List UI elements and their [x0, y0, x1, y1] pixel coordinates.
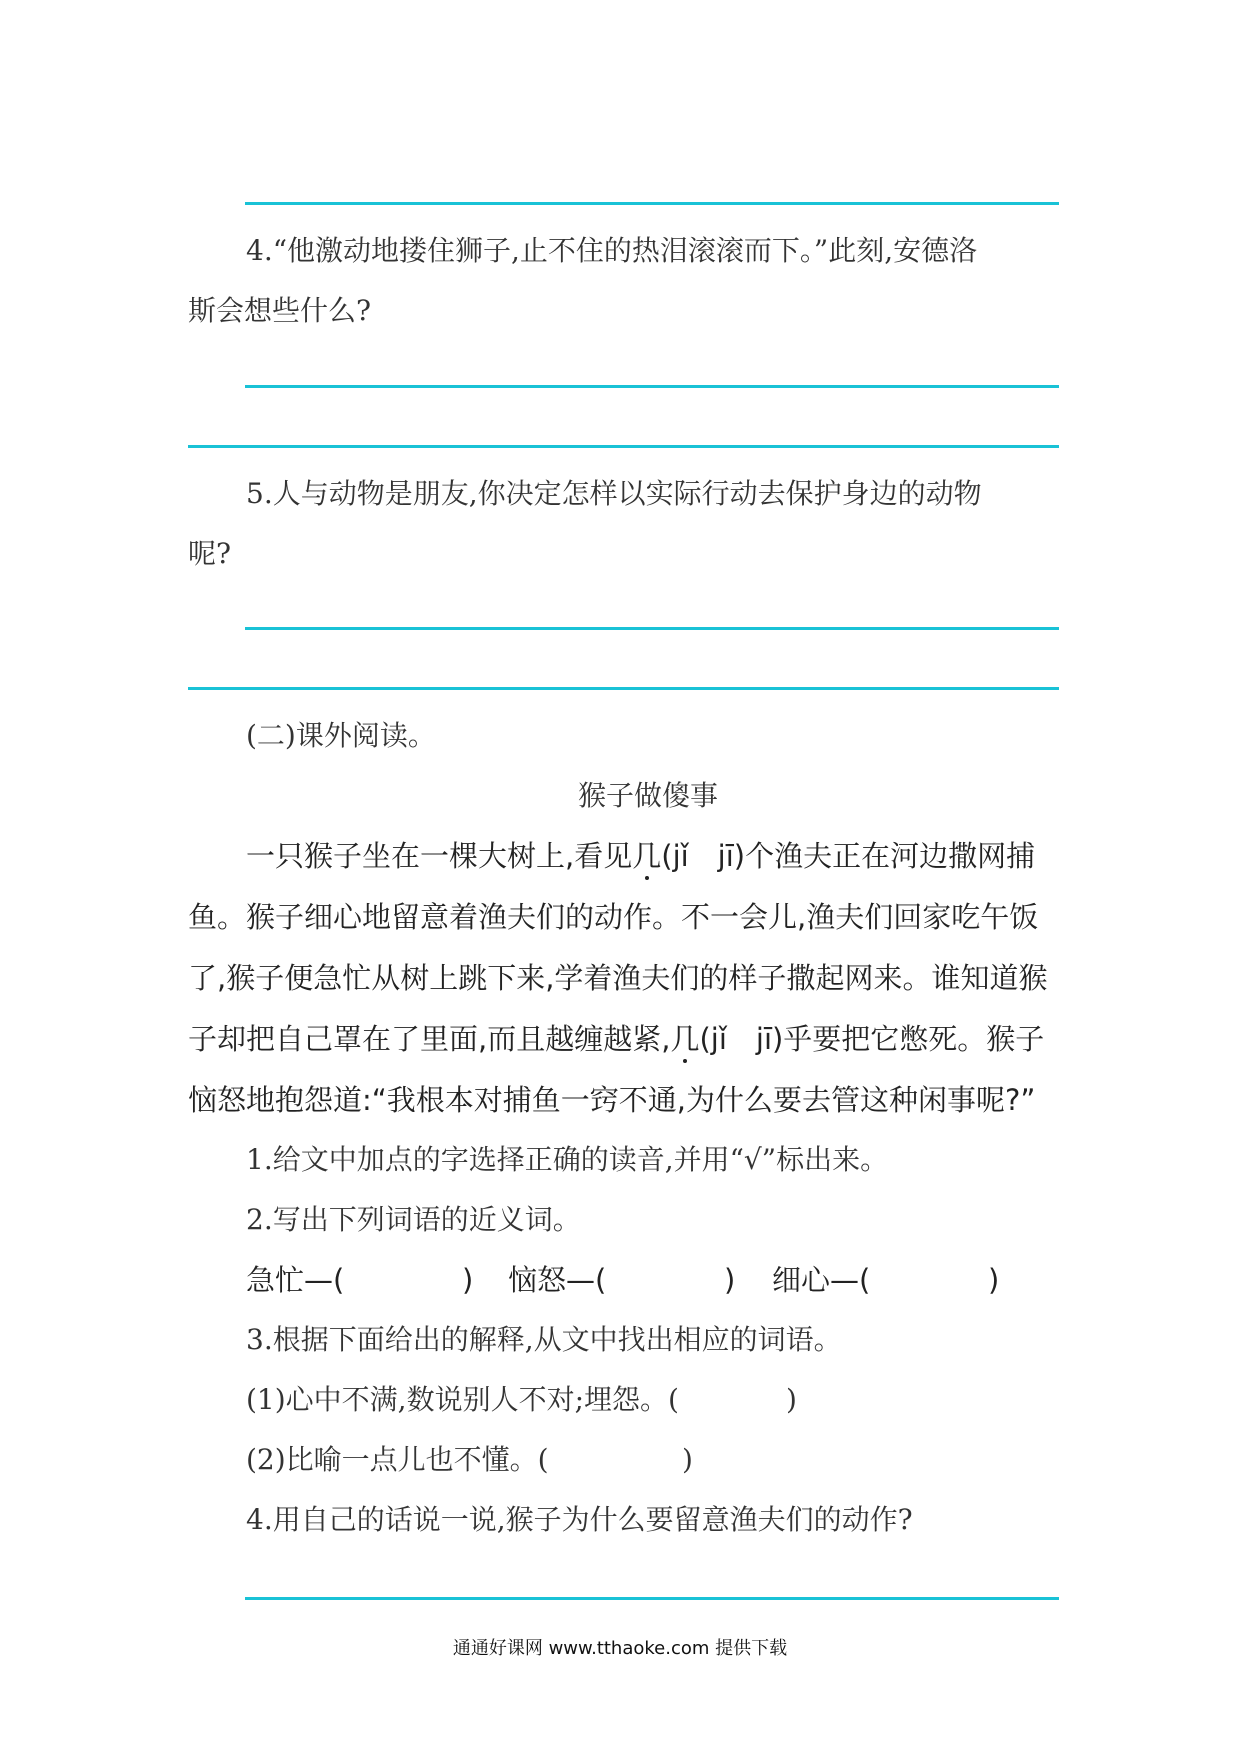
reading-question-3: 3.根据下面给出的解释,从文中找出相应的词语。	[246, 1323, 842, 1356]
answer-line[interactable]	[245, 1597, 1059, 1600]
question-3-item-1: (1)心中不满,数说别人不对;埋怨。(	[246, 1383, 679, 1416]
passage-line-4	[188, 1021, 1044, 1057]
passage-line-1	[246, 838, 1035, 874]
synonym-item-1: 急忙—(	[246, 1263, 345, 1297]
answer-line[interactable]	[188, 687, 1059, 690]
synonym-item-1-close[interactable]: )	[462, 1263, 474, 1297]
answer-line[interactable]	[188, 445, 1059, 448]
footer-credit: 通通好课网 www.tthaoke.com 提供下载	[452, 1638, 788, 1659]
reading-question-1: 1.给文中加点的字选择正确的读音,并用“√”标出来。	[246, 1143, 889, 1176]
dotted-character: 几	[632, 839, 662, 873]
question-3-item-2: (2)比喻一点儿也不懂。(	[246, 1443, 549, 1476]
passage-line-5: 恼怒地抱怨道:“我根本对捕鱼一窍不通,为什么要去管这种闲事呢?”	[188, 1083, 1036, 1117]
reading-question-4: 4.用自己的话说一说,猴子为什么要留意渔夫们的动作?	[246, 1503, 913, 1536]
passage-title: 猴子做傻事	[578, 779, 719, 812]
passage-line-3: 了,猴子便急忙从树上跳下来,学着渔夫们的样子撒起网来。谁知道猴	[188, 961, 1048, 995]
question-3-item-1-close[interactable]: )	[786, 1383, 797, 1416]
pinyin-choice: (jǐ jī)乎要把它憋死。猴子	[699, 1022, 1045, 1056]
question-3-item-2-close[interactable]: )	[682, 1443, 693, 1476]
reading-question-2: 2.写出下列词语的近义词。	[246, 1203, 581, 1236]
dotted-character: 几	[670, 1022, 700, 1056]
passage-text: 一只猴子坐在一棵大树上,看见	[246, 839, 633, 873]
answer-line[interactable]	[245, 627, 1059, 630]
synonym-item-3-close[interactable]: )	[988, 1263, 1000, 1297]
synonym-item-2-close[interactable]: )	[724, 1263, 736, 1297]
pinyin-choice: (jǐ jī)个渔夫正在河边撒网捕	[661, 839, 1036, 873]
synonym-item-3: 细心—(	[772, 1263, 871, 1297]
answer-line[interactable]	[245, 385, 1059, 388]
section-heading: (二)课外阅读。	[246, 719, 436, 752]
question-5-line-1: 5.人与动物是朋友,你决定怎样以实际行动去保护身边的动物	[246, 477, 982, 510]
passage-line-2: 鱼。猴子细心地留意着渔夫们的动作。不一会儿,渔夫们回家吃午饭	[188, 900, 1039, 934]
synonym-item-2: 恼怒—(	[508, 1263, 607, 1297]
question-4-line-1: 4.“他激动地搂住狮子,止不住的热泪滚滚而下。”此刻,安德洛	[246, 234, 978, 267]
question-4-line-2: 斯会想些什么?	[188, 294, 372, 327]
answer-line[interactable]	[245, 202, 1059, 205]
passage-text: 子却把自己罩在了里面,而且越缠越紧,	[188, 1022, 671, 1056]
question-5-line-2: 呢?	[188, 537, 232, 570]
